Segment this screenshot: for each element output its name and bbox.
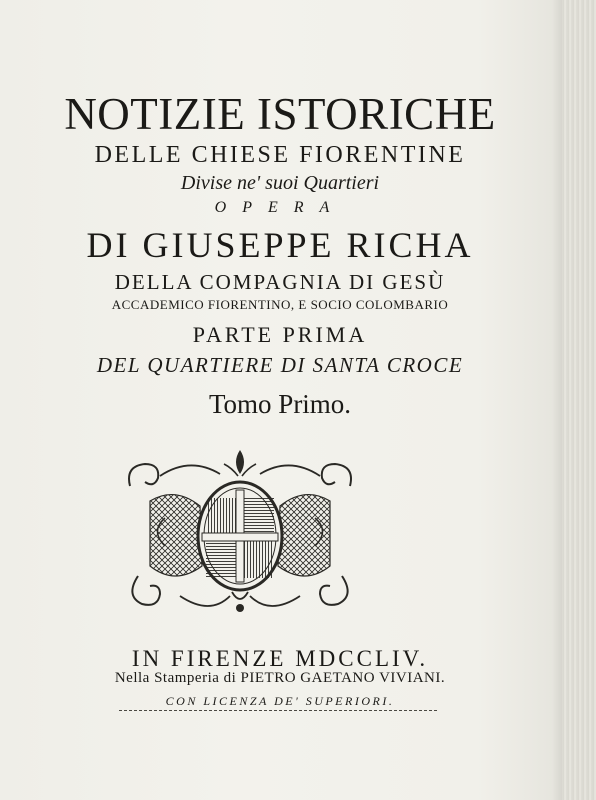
author-order: DELLA COMPAGNIA DI GESÙ	[114, 270, 446, 294]
page-stack-edge	[562, 0, 596, 800]
imprint-license: CON LICENZA DE' SUPERIORI.	[165, 694, 395, 708]
author-affiliation: ACCADEMICO FIORENTINO, E SOCIO COLOMBARIO	[111, 297, 449, 312]
quarter-label: DEL QUARTIERE DI SANTA CROCE	[96, 353, 464, 377]
subtitle-italic: Divise ne' suoi Quartieri	[180, 172, 380, 194]
volume-label: Tomo Primo.	[208, 389, 352, 419]
imprint-printer: Nella Stamperia di PIETRO GAETANO VIVIANI.	[114, 670, 446, 686]
imprint-rule	[119, 710, 437, 711]
opera-label: OPERA	[214, 199, 346, 216]
main-title: NOTIZIE ISTORICHE	[64, 89, 496, 139]
imprint-place-date: IN FIRENZE MDCCLIV.	[131, 646, 429, 671]
part-label: PARTE PRIMA	[192, 322, 368, 347]
author-name: DI GIUSEPPE RICHA	[86, 225, 474, 265]
subtitle: DELLE CHIESE FIORENTINE	[94, 142, 466, 168]
coat-of-arms-vignette	[120, 446, 360, 616]
